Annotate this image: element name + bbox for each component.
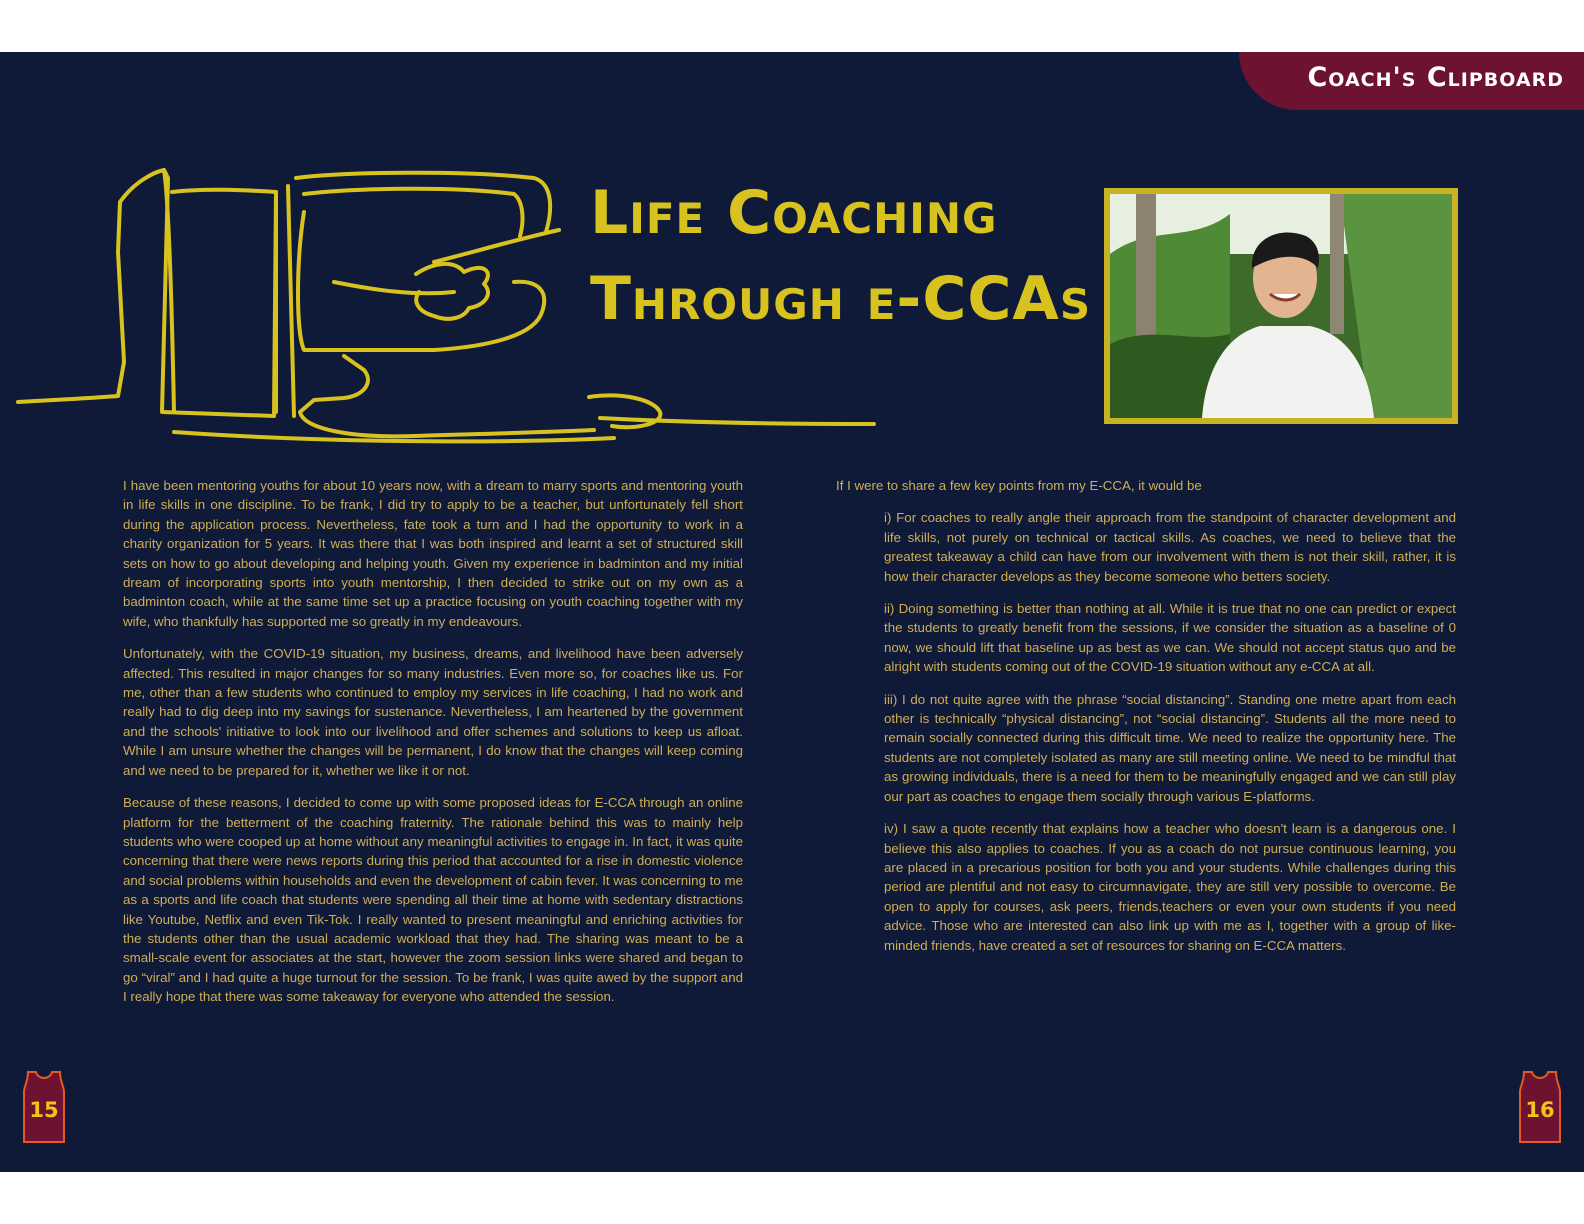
key-point: i) For coaches to really angle their approach from the standpoint of character development and life skills, not purely on technical or tactical skills. As coaches, we need to believe that the greatest takeaway a child can have from our involvement with them is not their skill, rather, it is how their character develops as they become someone who betters society. — [884, 510, 1456, 584]
points-intro: If I were to share a few key points from my E-CCA, it would be — [836, 478, 1202, 493]
title-line-2: Through e-CCAs — [590, 264, 1092, 334]
paragraph: Unfortunately, with the COVID-19 situation, my business, dreams, and livelihood have been adversely affected. This resulted in major changes for so many industries. Even more so, for coaches like us. For me, other than a few students who continued to employ my services in life coaching, I had no work and really had to dig deep into my savings for sustenance. Nevertheless, I am heartened by the government and the schools' initiative to look into our livelihood and offer schemes and solutions to keep us afloat. While I am unsure whether the changes will be permanent, I do know that the changes will keep coming and we need to be prepared for it, whether we like it or not. — [123, 646, 743, 778]
key-point: iv) I saw a quote recently that explains how a teacher who doesn't learn is a dangerous one. I believe this also applies to coaches. If you as a coach do not pursue continuous learning, you are placed in a precarious position for both you and your students. While challenges during this period are plentiful and not easy to circumnavigate, they are still very possible to overcome. Be open to apply for courses, ask peers, friends,teachers or even your own students if you need advice. Those who are interested can also link up with me as I, together with a group of like-minded friends, have created a set of resources for sharing on E-CCA matters. — [884, 821, 1456, 953]
article-title — [590, 170, 1091, 342]
page-number: 15 — [29, 1098, 59, 1122]
section-label: Coach's Clipboard — [1307, 62, 1564, 93]
author-portrait-image — [1110, 194, 1452, 418]
key-point: ii) Doing something is better than nothing at all. While it is true that no one can predict or expect the students to greatly benefit from the sessions, if we consider the situation as a baseline of 0 now, we should lift that baseline up as best as we can. We should not accept status quo and be alright with students coming out of the COVID-19 situation without any e-CCA at all. — [884, 601, 1456, 675]
left-column — [123, 476, 743, 1020]
key-point: iii) I do not quite agree with the phrase “social distancing”. Standing one metre apart from each other is technically “physical distancing”, not “social distancing”. Students all the more need to remain socially connected during this difficult time. We need to realize the opportunity here. The students are not completely isolated as many are still meeting online. We need to be mindful that as growing individuals, there is a need for them to be meaningfully engaged and we can still play our part as coaches to engage them socially through various E-platforms. — [884, 691, 1456, 804]
paragraph: Because of these reasons, I decided to come up with some proposed ideas for E-CCA through an online platform for the betterment of the coaching fraternity. The rationale behind this was to mainly help students who were cooped up at home without any meaningful activities to engage in. In fact, it was quite concerning that there were news reports during this period that accounted for a rise in domestic violence and social problems within households and even the development of cabin fever. It was concerning to me as a sports and life coach that students were spending all their time at home with sedentary distractions like Youtube, Netflix and even Tik-Tok. I really wanted to present meaningful and enriching activities for the students other than the usual academic workload that they had. The sharing was meant to be a small-scale event for associates at the start, however the zoom session links were shared and began to go “viral” and I had quite a huge turnout for the session. To be frank, I was quite awed by the support and I really hope that there was some takeaway for everyone who attended the session. — [123, 795, 743, 1005]
paragraph: I have been mentoring youths for about 10 years now, with a dream to marry sports and mentoring youth in life skills in one discipline. To be frank, I did try to apply to be a teacher, but unfortunately fell short during the application process. Nevertheless, fate took a turn and I had the opportunity to work in a charity organization for 5 years. It was there that I was both inspired and learnt a set of structured skill sets on how to go about developing and helping youth. Given my experience in badminton and my initial dream of incorporating sports into youth mentorship, I then decided to strike out on my own as a badminton coach, while at the same time set up a practice focusing on youth coaching together with my wife, who thankfully has supported me so greatly in my endeavours. — [123, 478, 743, 629]
page-number-right — [1518, 1070, 1562, 1144]
title-line-1: Life Coaching — [590, 178, 998, 248]
section-tab — [1239, 52, 1584, 110]
magazine-spread — [0, 52, 1584, 1172]
right-column — [836, 476, 1456, 968]
author-photo — [1104, 188, 1458, 424]
page-number-left — [22, 1070, 66, 1144]
page-number: 16 — [1525, 1098, 1555, 1122]
